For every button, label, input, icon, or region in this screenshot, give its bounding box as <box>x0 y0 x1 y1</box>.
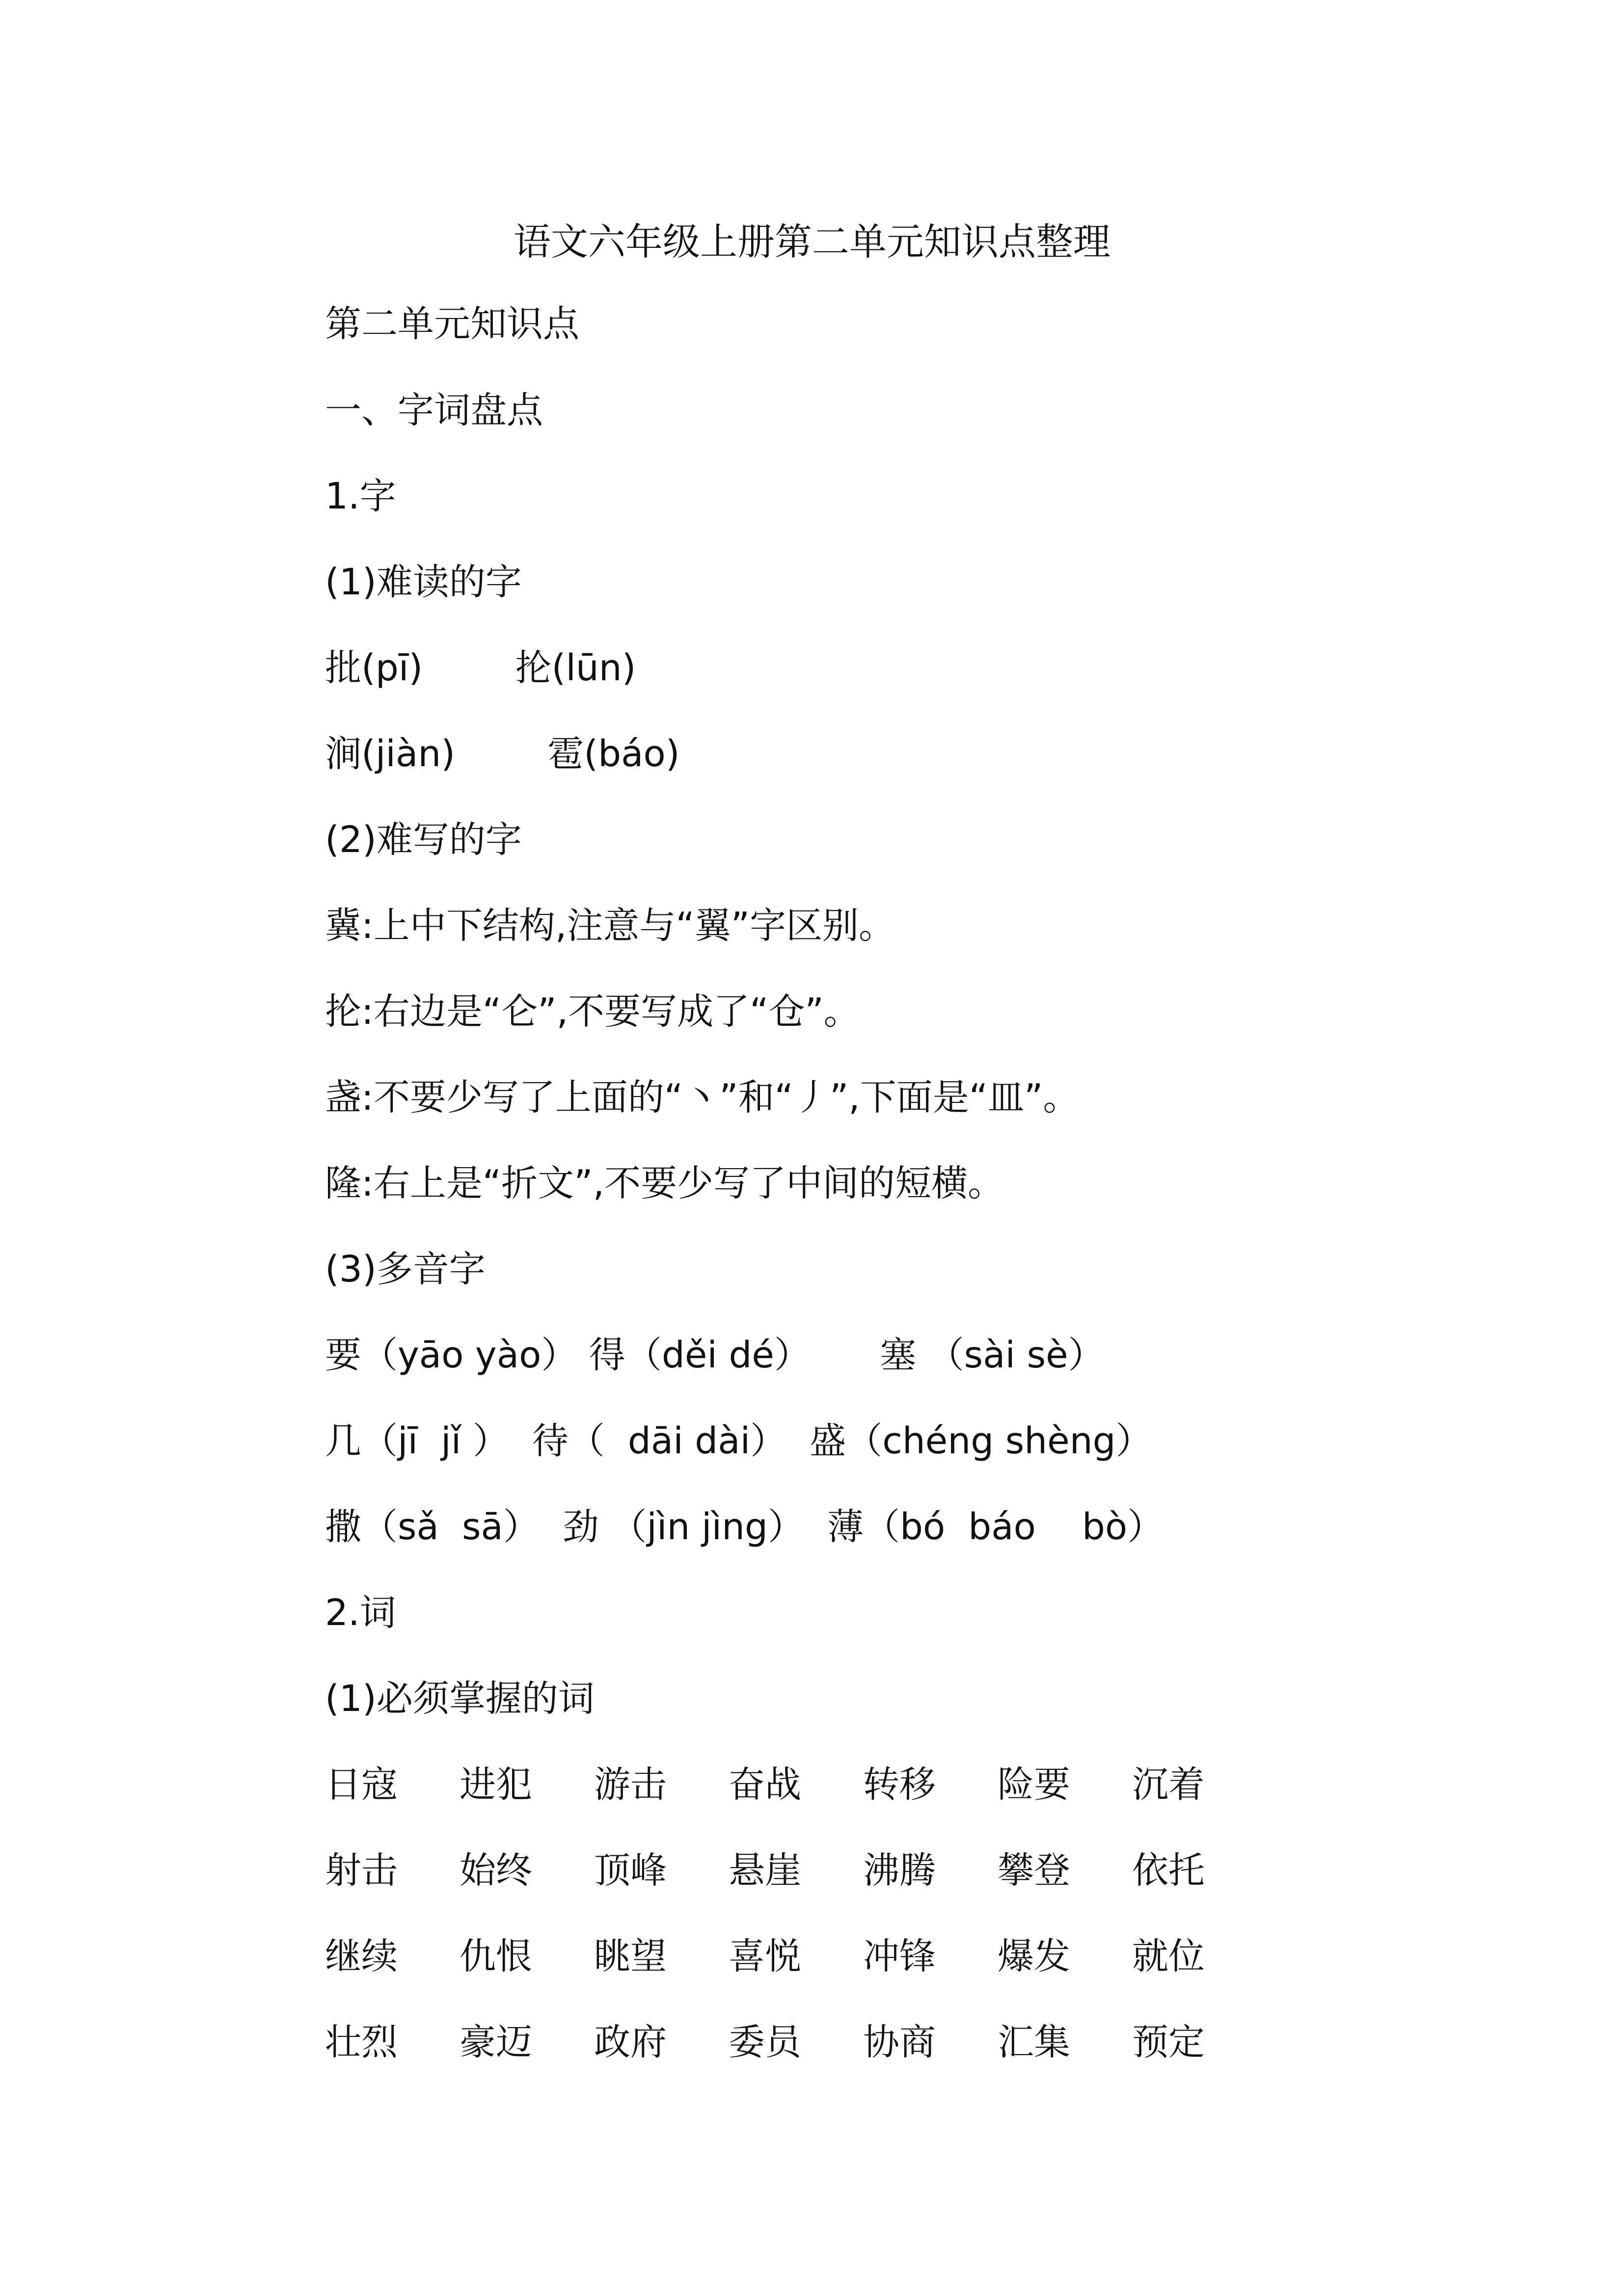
word: 壮烈 <box>325 2021 398 2063</box>
word: 眺望 <box>594 1935 667 1977</box>
word: 沉着 <box>1132 1763 1205 1806</box>
section-heading: 第二单元知识点 <box>325 303 579 345</box>
polyphonic-heading: (3)多音字 <box>325 1248 486 1290</box>
word: 继续 <box>325 1935 398 1977</box>
must-master-heading: (1)必须掌握的词 <box>325 1678 595 1720</box>
word: 仇恨 <box>460 1935 532 1977</box>
word: 奋战 <box>729 1763 801 1806</box>
word: 豪迈 <box>460 2021 532 2063</box>
word: 委员 <box>729 2021 801 2063</box>
polyphonic-row-1: 要（yāo yào） 得（děi dé） 塞 （sài sè） <box>325 1334 1105 1376</box>
word: 险要 <box>998 1763 1070 1806</box>
word: 协商 <box>863 2021 936 2063</box>
word: 爆发 <box>998 1935 1070 1977</box>
word: 喜悦 <box>729 1935 801 1977</box>
words-heading: 2.词 <box>325 1592 396 1634</box>
word-row-4 <box>325 2018 1267 2067</box>
word: 预定 <box>1132 2021 1205 2063</box>
word: 就位 <box>1132 1935 1205 1977</box>
word: 射击 <box>325 1849 398 1892</box>
document-title: 语文六年级上册第二单元知识点整理 <box>514 220 1110 264</box>
chars-heading: 1.字 <box>325 475 396 517</box>
hard-to-write-item-2: 抡:右边是“仑”,不要写成了“仓”。 <box>325 990 860 1033</box>
hard-to-write-heading: (2)难写的字 <box>325 819 522 861</box>
polyphonic-row-2: 几（jī jǐ ） 待（ dāi dài） 盛（chéng shèng） <box>325 1420 1152 1462</box>
hard-to-read-row-2: 涧(jiàn) 雹(báo) <box>325 733 680 775</box>
hard-to-read-heading: (1)难读的字 <box>325 561 522 603</box>
word: 冲锋 <box>863 1935 936 1977</box>
hard-to-write-item-1: 冀:上中下结构,注意与“翼”字区别。 <box>325 905 895 947</box>
polyphonic-row-3: 撒（sǎ sā） 劲 （jìn jìng） 薄（bó báo bò） <box>325 1506 1164 1548</box>
word-row-1 <box>325 1760 1267 1809</box>
word: 始终 <box>460 1849 532 1892</box>
word: 政府 <box>594 2021 667 2063</box>
word: 日寇 <box>325 1763 398 1806</box>
word-row-3 <box>325 1932 1267 1981</box>
part1-heading: 一、字词盘点 <box>325 389 543 431</box>
word: 进犯 <box>460 1763 532 1806</box>
word: 沸腾 <box>863 1849 936 1892</box>
word: 悬崖 <box>729 1849 801 1892</box>
word: 游击 <box>594 1763 667 1806</box>
hard-to-write-item-4: 隆:右上是“折文”,不要少写了中间的短横。 <box>325 1162 1004 1204</box>
word: 依托 <box>1132 1849 1205 1892</box>
hard-to-write-item-3: 盏:不要少写了上面的“丶”和“丿”,下面是“皿”。 <box>325 1076 1080 1119</box>
word: 汇集 <box>998 2021 1070 2063</box>
hard-to-read-row-1: 批(pī) 抡(lūn) <box>325 647 636 689</box>
word-row-2 <box>325 1846 1267 1895</box>
word: 顶峰 <box>594 1849 667 1892</box>
word: 转移 <box>863 1763 936 1806</box>
word: 攀登 <box>998 1849 1070 1892</box>
